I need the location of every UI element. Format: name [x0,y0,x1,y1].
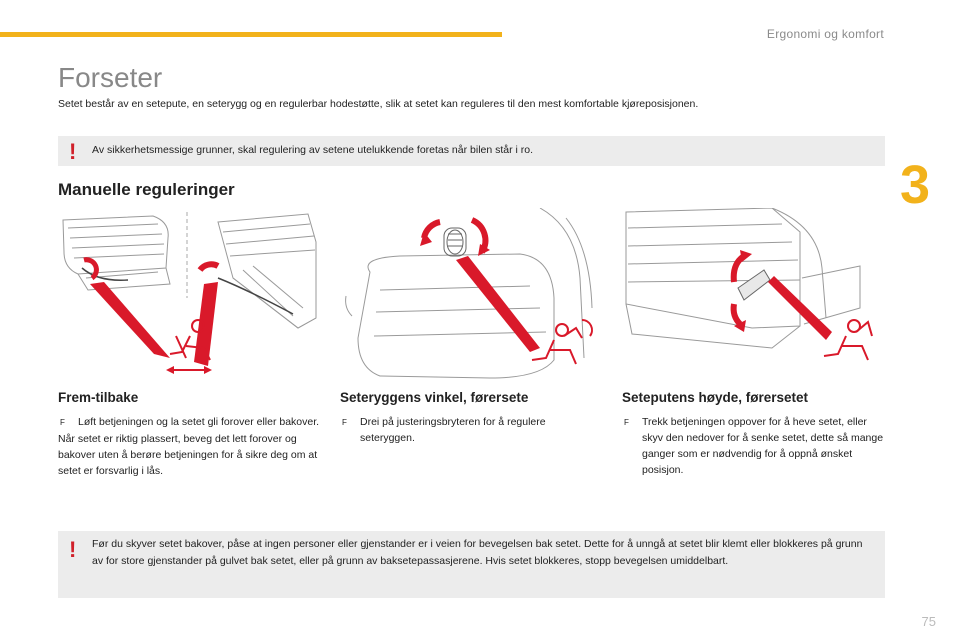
backrest-angle-drawing [340,208,602,382]
instruction-bullet [622,414,884,478]
instruction-bullet [340,414,602,446]
column-backrest-angle [340,390,602,446]
seat-slide-illustration [58,208,320,382]
warning-icon: ! [69,537,77,562]
movement-warning-box [58,531,885,598]
column-title: Frem-tilbake [58,390,139,405]
bullet-mark: F [60,418,65,427]
safety-warning-text: Av sikkerhetsmessige grunner, skal regulering av setene utelukkende foretas når bilen står i ro. [92,144,534,156]
chapter-number: 3 [900,155,931,215]
instruction-bullet [58,414,320,431]
column-seat-height [622,390,884,478]
intro-text: Setet består av en setepute, en seterygg og en regulerbar hodestøtte, slik at setet kan reguleres til den mest komfortable kjøreposisjonen. [58,98,699,110]
safety-warning-box [58,136,885,166]
seat-height-illustration [622,208,884,382]
top-accent-bar [0,32,502,37]
section-title: Manuelle reguleringer [58,180,235,199]
bullet-mark: F [342,418,347,427]
column-title: Seteryggens vinkel, førersete [340,390,529,405]
chapter-title: Ergonomi og komfort [766,27,884,41]
movement-warning-text: Før du skyver setet bakover, påse at ingen personer eller gjenstander er i veien for bevegelsen bak setet. Dette for å unngå at setet blir klemt eller blokkeres på grunn av for store gjenstander på gulvet bak setet, eller på grunn av baksetepassasjerene. Hvis setet blokkeres, stopp bevegelsen umiddelbart. [92,538,863,567]
seat-slide-drawing [58,208,320,382]
page-number: 75 [921,614,936,629]
bullet-text: Trekk betjeningen oppover for å heve setet, eller skyv den nedover for å senke setet, dette så mange ganger som er nødvendig for å oppnå ønsket posisjon. [642,416,884,476]
bullet-text: Drei på justeringsbryteren for å regulere seteryggen. [360,416,546,444]
warning-icon: ! [69,139,77,164]
column-paragraph: Når setet er riktig plassert, beveg det lett forover og bakover uten å berøre betjeningen for å sikre deg om at setet er forsvarlig i lås. [58,433,318,477]
backrest-angle-illustration [340,208,602,382]
page-title: Forseter [58,62,163,93]
column-title: Seteputens høyde, førersetet [622,390,809,405]
seat-height-drawing [622,208,884,382]
bullet-text: Løft betjeningen og la setet gli forover eller bakover. [78,416,320,428]
bullet-mark: F [624,418,629,427]
column-fore-aft [58,390,320,479]
